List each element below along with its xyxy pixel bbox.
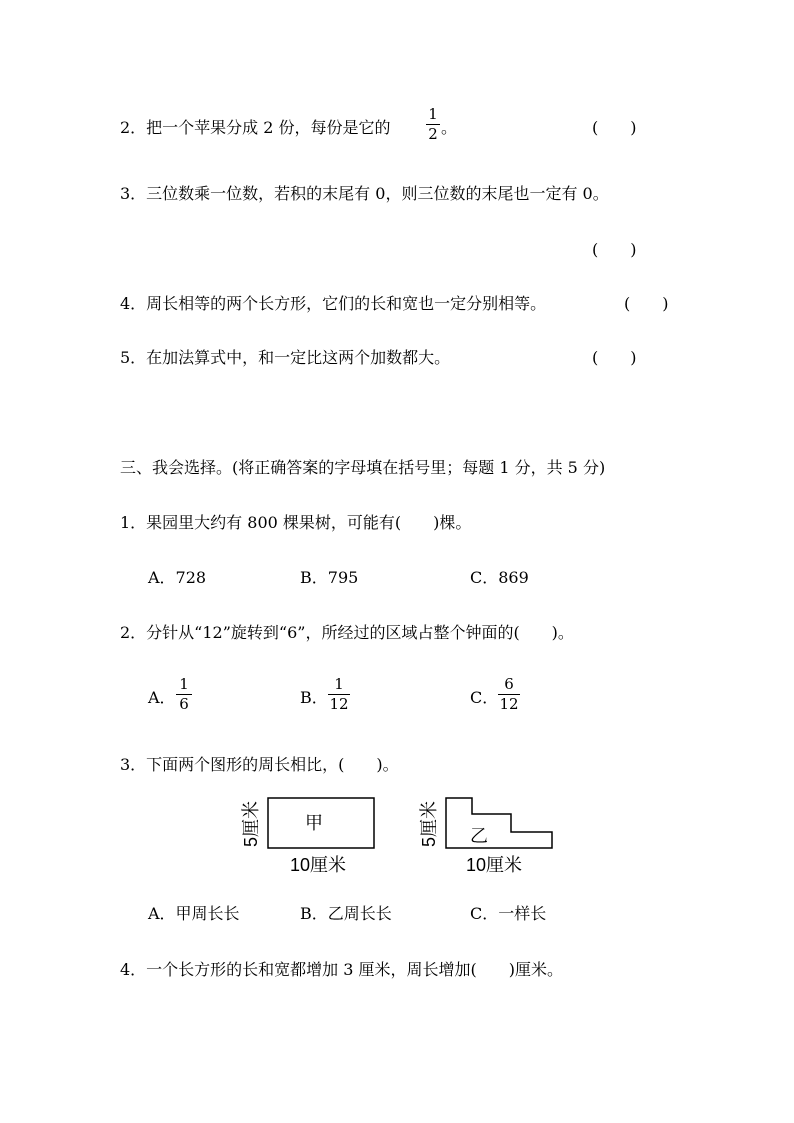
question-2-end: 。 <box>441 118 458 137</box>
figure-b-width-label: 10厘米 <box>466 855 523 875</box>
fraction-numerator: 1 <box>428 105 438 123</box>
question-5-answer-blank[interactable]: ( ) <box>592 348 637 367</box>
fraction-numerator: 1 <box>179 675 189 693</box>
fraction-denominator: 12 <box>499 695 519 713</box>
figure-a-width-label: 10厘米 <box>290 855 347 875</box>
question-4-answer-blank[interactable]: ( ) <box>624 294 669 313</box>
option-c[interactable]: C．869 <box>470 568 529 587</box>
question-2-text: 2．把一个苹果分成 2 份，每份是它的 <box>120 118 391 137</box>
section-heading: 三、我会选择。(将正确答案的字母填在括号里；每题 1 分，共 5 分) <box>120 458 606 477</box>
question-3-answer-blank[interactable]: ( ) <box>592 240 637 259</box>
fraction-denominator: 2 <box>428 125 438 143</box>
choice-question-1: 1．果园里大约有 800 棵果树，可能有( )棵。 <box>120 513 472 532</box>
choice-question-3: 3．下面两个图形的周长相比，( )。 <box>120 755 399 774</box>
option-a-fraction <box>176 676 192 713</box>
option-b-fraction <box>328 676 350 713</box>
option-c-label[interactable]: C． <box>470 688 499 707</box>
question-2-answer-blank[interactable]: ( ) <box>592 118 637 137</box>
fraction-numerator: 1 <box>334 675 344 693</box>
figure-a-height-label: 5厘米 <box>241 800 262 848</box>
figure-b-height-label: 5厘米 <box>419 800 440 848</box>
option-a-label[interactable]: A． <box>148 688 176 707</box>
option-b[interactable]: B．795 <box>300 568 359 587</box>
fraction-numerator: 6 <box>504 675 514 693</box>
question-5: 5．在加法算式中，和一定比这两个加数都大。 <box>120 348 451 367</box>
fraction-denominator: 12 <box>329 695 349 713</box>
question-4: 4．周长相等的两个长方形，它们的长和宽也一定分别相等。 <box>120 294 547 313</box>
figure-a-name: 甲 <box>305 813 323 833</box>
option-c-fraction <box>498 676 520 713</box>
option-a[interactable]: A．甲周长长 <box>148 904 240 923</box>
option-b-label[interactable]: B． <box>300 688 328 707</box>
figure-b-staircase <box>440 796 558 852</box>
fraction-denominator: 6 <box>179 695 189 713</box>
question-3: 3．三位数乘一位数，若积的末尾有 0，则三位数的末尾也一定有 0。 <box>120 184 609 203</box>
option-b[interactable]: B．乙周长长 <box>300 904 392 923</box>
option-c[interactable]: C．一样长 <box>470 904 547 923</box>
choice-question-4: 4．一个长方形的长和宽都增加 3 厘米，周长增加( )厘米。 <box>120 960 564 979</box>
option-a[interactable]: A．728 <box>148 568 207 587</box>
figure-b-name: 乙 <box>470 826 488 846</box>
question-2-fraction <box>426 106 440 143</box>
choice-question-2: 2．分针从“12”旋转到“6”，所经过的区域占整个钟面的( )。 <box>120 623 574 642</box>
question-2 <box>120 118 391 138</box>
